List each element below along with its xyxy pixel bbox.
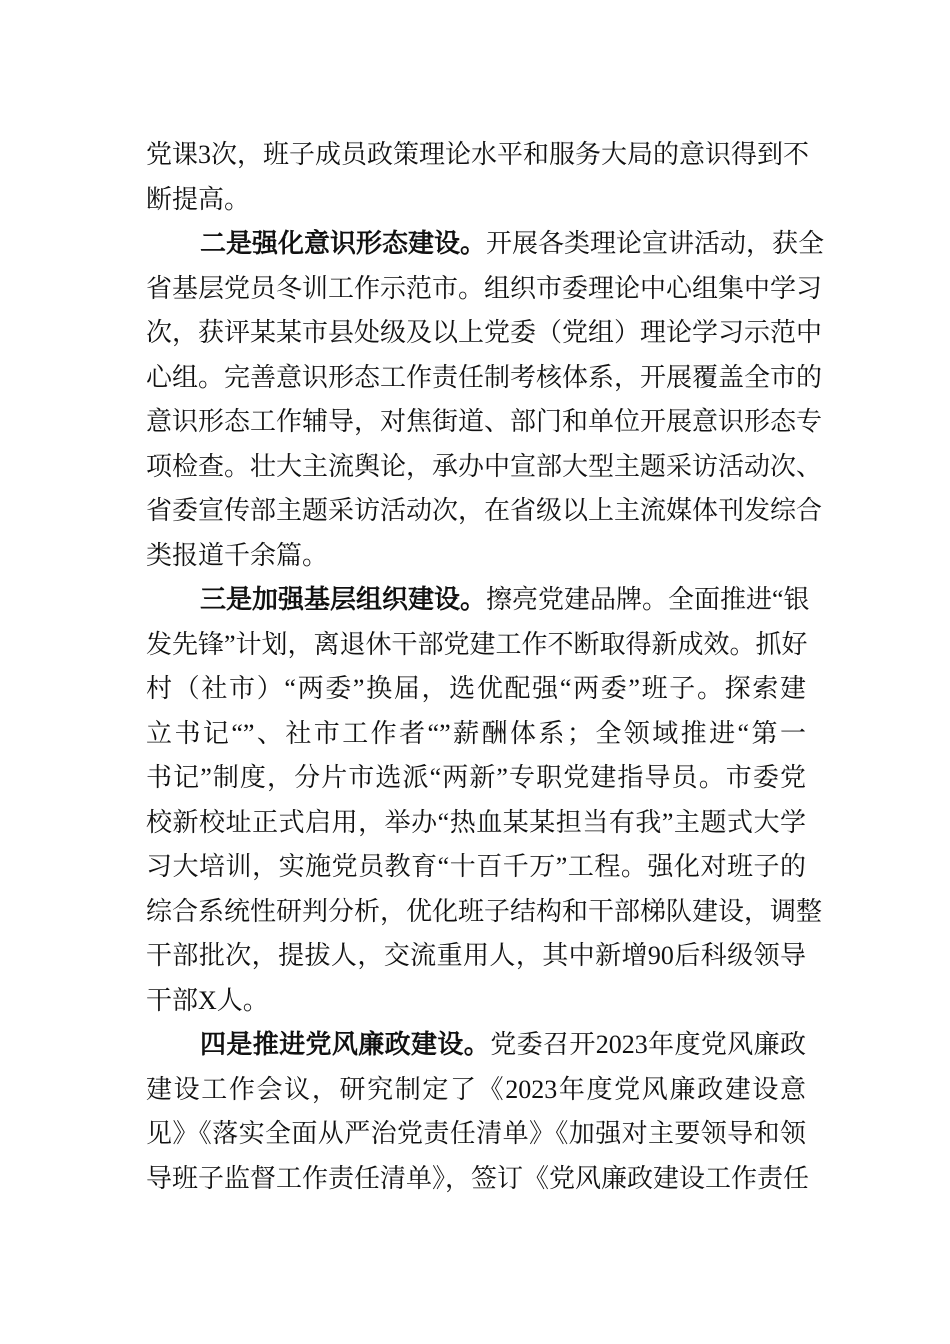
text-line: 干部批次，提拔人，交流重用人，其中新增90后科级领导 bbox=[146, 941, 806, 970]
paragraph-heading: 四是推进党风廉政建设。 bbox=[200, 1030, 491, 1059]
text-line: 类报道千余篇。 bbox=[146, 540, 329, 570]
text-line: 综合系统性研判分析，优化班子结构和干部梯队建设，调整 bbox=[146, 896, 823, 926]
text-run: 党委召开2023年度党风廉政 bbox=[490, 1030, 806, 1059]
text-line: 党课3次，班子成员政策理论水平和服务大局的意识得到不 bbox=[146, 140, 810, 169]
text-line: 导班子监督工作责任清单》，签订《党风廉政建设工作责任 bbox=[146, 1163, 810, 1193]
text-line: 立书记“”、社市工作者“”薪酬体系；全领域推进“第一 bbox=[146, 718, 806, 748]
text-line: 断提高。 bbox=[146, 184, 251, 214]
text-line: 心组。完善意识形态工作责任制考核体系，开展覆盖全市的 bbox=[146, 362, 823, 392]
text-line: 见》《落实全面从严治党责任清单》《加强对主要领导和领 bbox=[146, 1119, 806, 1148]
text-line: 项检查。壮大主流舆论，承办中宣部大型主题采访活动次、 bbox=[146, 451, 823, 481]
text-line: 村（社市）“两委”换届，选优配强“两委”班子。探索建 bbox=[146, 674, 806, 703]
text-line bbox=[146, 578, 810, 623]
paragraph-heading: 三是加强基层组织建设。 bbox=[200, 585, 487, 614]
paragraph-1 bbox=[146, 133, 810, 222]
text-line bbox=[146, 1023, 806, 1068]
text-line: 次，获评某某市县处级及以上党委（党组）理论学习示范中 bbox=[146, 318, 823, 347]
text-line: 省委宣传部主题采访活动次，在省级以上主流媒体刊发综合 bbox=[146, 496, 823, 525]
text-line: 建设工作会议，研究制定了《2023年度党风廉政建设意 bbox=[146, 1074, 806, 1104]
paragraph-4 bbox=[146, 1023, 810, 1201]
text-line: 干部X人。 bbox=[146, 985, 269, 1015]
paragraph-3 bbox=[146, 578, 823, 1023]
text-line: 省基层党员冬训工作示范市。组织市委理论中心组集中学习 bbox=[146, 273, 823, 303]
text-line: 发先锋”计划，离退休干部党建工作不断取得新成效。抓好 bbox=[146, 629, 808, 659]
text-line: 书记”制度，分片市选派“两新”专职党建指导员。市委党 bbox=[146, 763, 806, 792]
paragraph-heading: 二是强化意识形态建设。 bbox=[200, 229, 487, 258]
document-page bbox=[146, 133, 825, 1201]
text-line bbox=[146, 222, 825, 267]
text-line: 习大培训，实施党员教育“十百千万”工程。强化对班子的 bbox=[146, 852, 806, 881]
text-run: 开展各类理论宣讲活动，获全 bbox=[486, 229, 825, 258]
text-line: 意识形态工作辅导，对焦街道、部门和单位开展意识形态专 bbox=[146, 407, 823, 436]
text-line: 校新校址正式启用，举办“热血某某担当有我”主题式大学 bbox=[146, 807, 806, 837]
text-run: 擦亮党建品牌。全面推进“银 bbox=[486, 585, 810, 614]
paragraph-2 bbox=[146, 222, 825, 578]
